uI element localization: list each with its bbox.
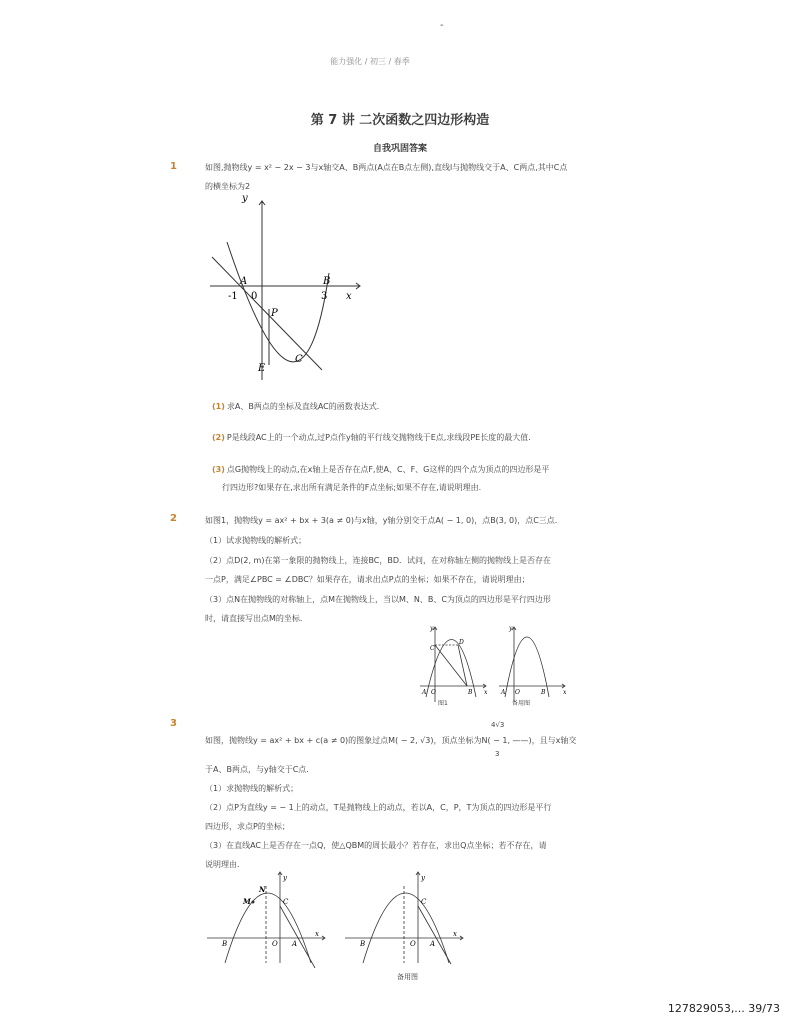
breadcrumb: 能力强化 / 初三 / 春季 (330, 57, 410, 66)
q3-line-6: （3）在直线AC上是否存在一点Q，使△QBM的周长最小？若存在，求出Q点坐标；若不存在，请 (205, 841, 547, 850)
q3-fig2-b-label: B (360, 940, 366, 948)
q1-part-2-label: (2) (212, 433, 225, 442)
q3-line-5: 四边形，求点P的坐标； (205, 822, 290, 831)
q3-fig1-o-label: O (272, 940, 278, 948)
q2-line-5: （3）点N在抛物线的对称轴上，点M在抛物线上，当以M、N、B、C为顶点的四边形是平行四边形 (205, 595, 551, 604)
q2-fig1-a-label: A (422, 689, 427, 696)
q3-line-4: （2）点P为直线y = − 1上的动点，T是抛物线上的动点，若以A，C，P，T为顶点的四边形是平行 (205, 803, 552, 812)
q2-figure-1-caption: 图1 (438, 700, 448, 707)
q2-figure-1 (418, 622, 493, 707)
q3-fig1-m-label: M (243, 897, 251, 906)
q2-fig2-b-label: B (541, 689, 546, 696)
q3-fig1-a-label: A (292, 940, 298, 948)
top-dash: - (440, 20, 444, 31)
q3-figure-2-caption: 备用图 (397, 973, 418, 981)
q1-part-3-text: 点G抛物线上的动点,在x轴上是否存在点F,使A、C、F、G这样的四个点为顶点的四边形是平 (226, 465, 550, 474)
q2-fig1-x-label: x (484, 689, 488, 696)
q1-line-2: 的横坐标为2 (205, 182, 251, 191)
section-subtitle: 自我巩固答案 (372, 144, 427, 154)
q2-fig2-y-label: y (509, 625, 513, 632)
q3-fig1-x-label: x (315, 930, 319, 938)
q2-figure-2 (497, 622, 572, 707)
page-title: 第 7 讲 二次函数之四边形构造 (310, 113, 490, 128)
q1-fig-e-label: E (258, 363, 266, 374)
q3-line-7: 说明理由． (205, 860, 245, 869)
q2-fig1-b-label: B (468, 689, 473, 696)
q3-fig1-n-label: N (259, 885, 266, 894)
q1-part-2 (212, 432, 531, 443)
q1-part-3 (212, 464, 549, 475)
q2-fig2-a-label: A (501, 689, 506, 696)
q3-line-1: 如图，抛物线y = ax² + bx + c(a ≠ 0)的图象过点M( − 2, √3)，顶点坐标为N( − 1, ——)，且与x轴交 (205, 736, 577, 745)
q3-fig2-o-label: O (410, 940, 416, 948)
q2-fig1-d-label: D (459, 639, 464, 646)
q1-part-1-text: 求A、B两点的坐标及直线AC的函数表达式. (226, 402, 380, 411)
q1-parabola (227, 242, 329, 362)
q2-figure-2-caption: 备用图 (512, 700, 531, 707)
question-2-number: 2 (170, 513, 177, 524)
q1-fig-p-label: P (271, 308, 278, 319)
q1-fig-b-label: B (323, 276, 331, 287)
q2-line-4: 一点P，满足∠PBC = ∠DBC？如果存在，请求出点P点的坐标；如果不存在，请说明理由； (205, 575, 530, 584)
q1-part-2-text: P是线段AC上的一个动点,过P点作y轴的平行线交抛物线于E点,求线段PE长度的最大值. (226, 433, 531, 442)
q2-line-2: （1）试求抛物线的解析式； (205, 536, 307, 545)
q3-fraction-bottom: 3 (495, 750, 500, 758)
q1-part-1 (212, 401, 379, 412)
q1-fig-x-label: x (346, 291, 352, 302)
q1-fig-c-label: C (295, 354, 303, 365)
q1-line-ac (212, 257, 322, 370)
q3-line-2: 于A、B两点，与y轴交于C点． (205, 765, 315, 774)
q3-fig2-x-label: x (453, 930, 457, 938)
q1-parabola-figure (200, 195, 370, 385)
question-3-number: 3 (170, 718, 177, 729)
page-footer: 127829053,... 39/73 (667, 1002, 780, 1015)
q3-line-3: （1）求抛物线的解析式； (205, 784, 299, 793)
q2-fig1-y-label: y (430, 625, 434, 632)
q3-fig1-c-label: C (283, 898, 289, 906)
q1-part-1-label: (1) (212, 402, 225, 411)
q1-fig-a-label: A (240, 276, 248, 287)
q2-fig1-o-label: O (431, 689, 436, 696)
q3-fig2-a-label: A (430, 940, 436, 948)
q1-part-3-label: (3) (212, 465, 225, 474)
q3-figure-2 (343, 868, 473, 968)
q3-fig2-y-label: y (421, 874, 425, 882)
q2-fig1-c-label: C (430, 645, 435, 652)
q1-fig-origin-label: 0 (251, 291, 258, 302)
q2-line-6: 时，请直接写出点M的坐标． (205, 614, 308, 623)
q2-line-3: （2）点D(2, m)在第一象限的抛物线上，连接BC，BD．试问，在对称轴左侧的抛物线上是否存在 (205, 556, 552, 565)
question-1-number: 1 (170, 161, 177, 172)
q3-figure-1 (205, 868, 335, 968)
q3-fig1-b-label: B (222, 940, 228, 948)
q1-fig-minus1-label: -1 (228, 291, 238, 302)
q1-fig-3-label: 3 (321, 291, 328, 302)
q2-fig2-o-label: O (515, 689, 520, 696)
q3-fig1-y-label: y (283, 874, 287, 882)
q1-line-1: 如图,抛物线y = x² − 2x − 3与x轴交A、B两点(A点在B点左侧),直线l与抛物线交于A、C两点,其中C点 (205, 163, 568, 172)
q3-fraction-top: 4√3 (491, 721, 505, 729)
q2-line-1: 如图1，抛物线y = ax² + bx + 3(a ≠ 0)与x轴，y轴分别交于点A( − 1, 0)，点B(3, 0)，点C三点． (205, 516, 563, 525)
q1-part-3-continued: 行四边形?如果存在,求出所有满足条件的F点坐标;如果不存在,请说明理由. (222, 483, 482, 492)
q2-fig2-x-label: x (563, 689, 567, 696)
q3-fig2-c-label: C (421, 898, 427, 906)
q1-fig-y-label: y (242, 195, 248, 204)
